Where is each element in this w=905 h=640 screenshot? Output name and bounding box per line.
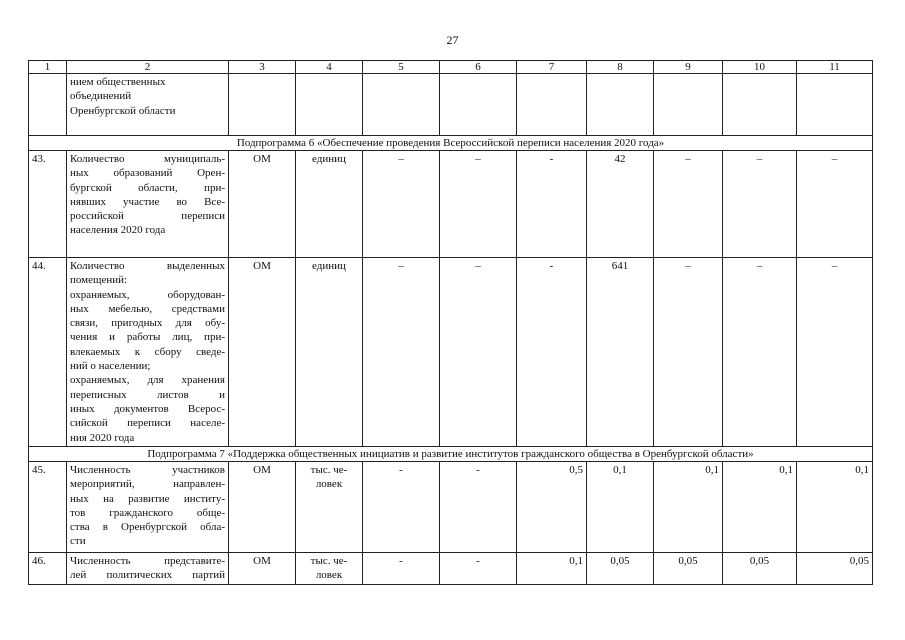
row-value: 0,1: [654, 462, 723, 553]
indicators-table: [28, 60, 873, 585]
row-value: 0,1: [517, 553, 587, 585]
row-value: -: [440, 553, 517, 585]
header-cell: 8: [587, 61, 654, 74]
row-value: 0,5: [517, 462, 587, 553]
row-value: 0,1: [587, 462, 654, 553]
row-value: –: [654, 258, 723, 447]
row-value: -: [363, 553, 440, 585]
subprogram-6-title: Подпрограмма 6 «Обеспечение проведения Всероссийской переписи населения 2020 года»: [29, 136, 873, 151]
row-value: –: [723, 151, 797, 258]
row-value: 0,05: [723, 553, 797, 585]
row-number: 43.: [29, 151, 67, 258]
header-cell: 3: [229, 61, 296, 74]
table-row: [29, 462, 873, 553]
row-type: ОМ: [229, 462, 296, 553]
header-cell: 5: [363, 61, 440, 74]
row-description: Численность представите- лей политических партий: [67, 553, 229, 585]
row-number: 45.: [29, 462, 67, 553]
header-cell: 11: [797, 61, 873, 74]
row-unit: тыс. че- ловек: [296, 462, 363, 553]
row-unit: тыс. че- ловек: [296, 553, 363, 585]
row-value: –: [797, 151, 873, 258]
header-cell: 6: [440, 61, 517, 74]
row-value: 42: [587, 151, 654, 258]
row-value: 0,05: [587, 553, 654, 585]
subprogram-row: [29, 136, 873, 151]
row-type: ОМ: [229, 258, 296, 447]
row-type: ОМ: [229, 151, 296, 258]
table-row: [29, 151, 873, 258]
page-number: 27: [446, 33, 459, 47]
row-value: -: [363, 462, 440, 553]
row-value: –: [654, 151, 723, 258]
row-value: -: [517, 258, 587, 447]
header-cell: 7: [517, 61, 587, 74]
row-value: –: [797, 258, 873, 447]
header-cell: 2: [67, 61, 229, 74]
row-value: 0,1: [723, 462, 797, 553]
table-row: [29, 553, 873, 585]
row-value: -: [440, 462, 517, 553]
row-number: 44.: [29, 258, 67, 447]
header-cell: 4: [296, 61, 363, 74]
row-value: –: [363, 151, 440, 258]
row-description: Численность участников мероприятий, направлен- ных на развитие институ- тов гражданского обще- ства в Оренбургской обла- сти: [67, 462, 229, 553]
row-value: –: [440, 151, 517, 258]
table-row: [29, 258, 873, 447]
header-cell: 9: [654, 61, 723, 74]
row-value: 0,1: [797, 462, 873, 553]
row-unit: единиц: [296, 151, 363, 258]
header-row: [29, 61, 873, 74]
row-value: –: [363, 258, 440, 447]
row-description: Количество выделенных помещений: охраняемых, оборудован- ных мебелью, средствами связи, пригодных для обу- чения и работы лиц, при- влекаемых к сбору сведе- ний о населении; охраняемых, для хранения переписных листов и иных документов Всерос- сийской переписи населе- ния 2020 года: [67, 258, 229, 447]
subprogram-row: [29, 447, 873, 462]
row-value: 0,05: [797, 553, 873, 585]
subprogram-7-title: Подпрограмма 7 «Поддержка общественных инициатив и развитие институтов гражданского общества в Оренбургской области»: [29, 447, 873, 462]
row-description: Количество муниципаль- ных образований Орен- бургской области, при- нявших участие во Все- российской переписи населения 2020 года: [67, 151, 229, 258]
header-cell: 10: [723, 61, 797, 74]
continuation-row: [29, 74, 873, 136]
continuation-description: нием общественных объединений Оренбургской области: [67, 74, 229, 136]
row-number: 46.: [29, 553, 67, 585]
row-value: –: [723, 258, 797, 447]
row-value: -: [517, 151, 587, 258]
row-unit: единиц: [296, 258, 363, 447]
row-value: 0,05: [654, 553, 723, 585]
row-value: –: [440, 258, 517, 447]
row-type: ОМ: [229, 553, 296, 585]
row-value: 641: [587, 258, 654, 447]
header-cell: 1: [29, 61, 67, 74]
